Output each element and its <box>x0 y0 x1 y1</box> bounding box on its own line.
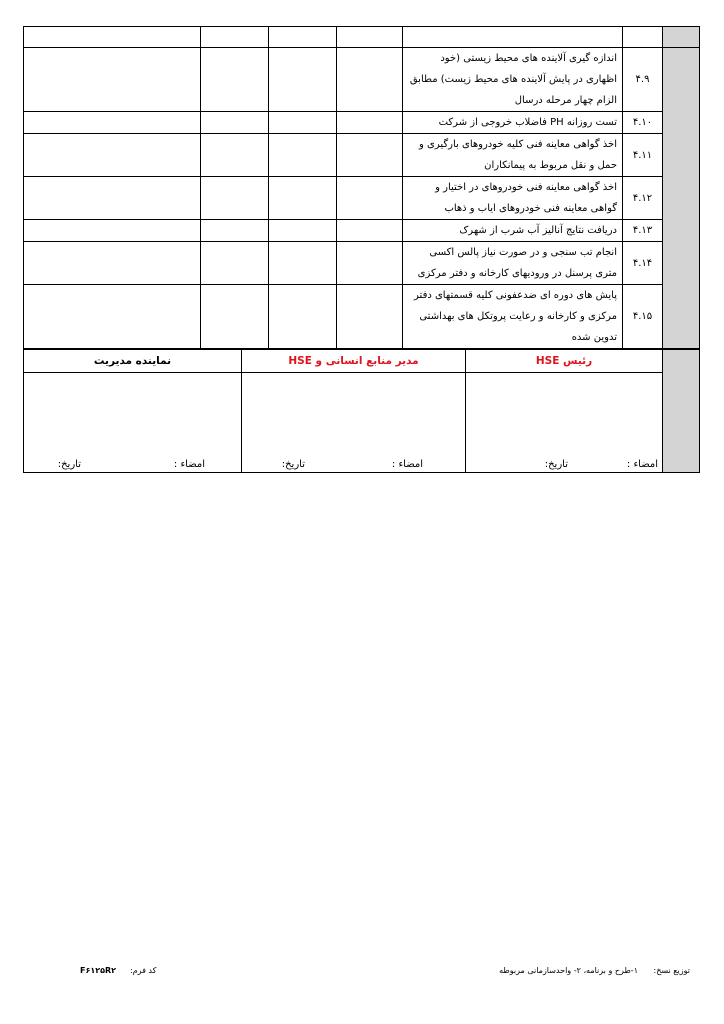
row-description <box>403 27 623 48</box>
signature-box-hse-head <box>466 373 663 473</box>
table-row <box>24 177 700 220</box>
side-margin <box>663 27 700 48</box>
row-number: ۴.۹ <box>623 48 663 112</box>
empty-cell <box>24 242 201 285</box>
side-margin <box>663 48 700 349</box>
row-number: ۴.۱۲ <box>623 177 663 220</box>
signature-box-management-rep <box>24 373 242 473</box>
date-label: تاریخ: <box>57 459 81 470</box>
row-description: اخذ گواهی معاینه فنی کلیه خودروهای بارگیری و حمل و نقل مربوط به پیمانکاران <box>403 134 623 177</box>
empty-cell <box>269 134 337 177</box>
empty-cell <box>269 177 337 220</box>
row-number: ۴.۱۱ <box>623 134 663 177</box>
empty-cell <box>201 285 269 349</box>
row-number: ۴.۱۳ <box>623 220 663 242</box>
empty-cell <box>269 220 337 242</box>
sign-label: امضاء : <box>391 459 423 470</box>
empty-cell <box>201 112 269 134</box>
table-row <box>24 48 700 112</box>
empty-cell <box>269 48 337 112</box>
row-description: اندازه گیری آلاینده های محیط زیستی (خود اظهاری در پایش آلاینده های محیط زیست) مطابق الزام چهار مرحله درسال <box>403 48 623 112</box>
empty-cell <box>337 48 403 112</box>
row-description: اخذ گواهی معاینه فنی خودروهای در اختیار و گواهی معاینه فنی خودروهای ایاب و ذهاب <box>403 177 623 220</box>
signature-table <box>23 349 700 473</box>
empty-cell <box>337 177 403 220</box>
table-row <box>24 242 700 285</box>
date-label: تاریخ: <box>544 459 568 470</box>
empty-cell <box>337 242 403 285</box>
sign-label: امضاء : <box>626 459 658 470</box>
empty-cell <box>337 112 403 134</box>
empty-cell <box>201 48 269 112</box>
row-description: تست روزانه PH فاضلاب خروجی از شرکت <box>403 112 623 134</box>
distribution-label: توزیع نسخ: <box>653 966 690 975</box>
empty-cell <box>269 242 337 285</box>
page-footer <box>60 966 690 980</box>
distribution-text: ۱-طرح و برنامه، ۲- واحدسازمانی مربوطه <box>499 966 638 975</box>
row-number: ۴.۱۰ <box>623 112 663 134</box>
form-code-label: کد فرم: <box>130 966 157 975</box>
date-label: تاریخ: <box>281 459 305 470</box>
table-row <box>24 220 700 242</box>
row-description: پایش های دوره ای ضدعفونی کلیه قسمتهای دفتر مرکزی و کارخانه و رعایت پروتکل های بهداشتی تدوین شده <box>403 285 623 349</box>
empty-cell <box>24 220 201 242</box>
empty-cell <box>269 285 337 349</box>
empty-cell <box>201 177 269 220</box>
signature-body-row <box>24 373 700 473</box>
empty-cell <box>24 177 201 220</box>
empty-cell <box>337 27 403 48</box>
empty-cell <box>337 220 403 242</box>
row-number: ۴.۱۵ <box>623 285 663 349</box>
side-margin <box>663 350 700 473</box>
sign-label: امضاء : <box>173 459 205 470</box>
empty-cell <box>24 285 201 349</box>
empty-cell <box>201 220 269 242</box>
checklist-table <box>23 26 700 349</box>
table-row <box>24 27 700 48</box>
empty-cell <box>24 48 201 112</box>
signature-box-hr-manager <box>242 373 466 473</box>
form-code: F۶۱۲۵R۲ <box>80 966 117 975</box>
row-number <box>623 27 663 48</box>
row-description: دریافت نتایج آنالیز آب شرب از شهرک <box>403 220 623 242</box>
signature-title-hr-manager: مدیر منابع انسانی و HSE <box>242 350 466 373</box>
empty-cell <box>201 27 269 48</box>
table-row <box>24 112 700 134</box>
document-page <box>24 26 700 473</box>
row-number: ۴.۱۴ <box>623 242 663 285</box>
empty-cell <box>269 27 337 48</box>
empty-cell <box>24 27 201 48</box>
empty-cell <box>269 112 337 134</box>
table-row <box>24 285 700 349</box>
empty-cell <box>201 134 269 177</box>
empty-cell <box>24 134 201 177</box>
row-description: انجام تب سنجی و در صورت نیاز پالس اکسی متری پرسنل در ورودیهای کارخانه و دفتر مرکزی <box>403 242 623 285</box>
signature-title-hse-head: رئیس HSE <box>466 350 663 373</box>
empty-cell <box>201 242 269 285</box>
table-row <box>24 134 700 177</box>
empty-cell <box>337 285 403 349</box>
signature-title-management-rep: نماینده مدیریت <box>24 350 242 373</box>
empty-cell <box>24 112 201 134</box>
empty-cell <box>337 134 403 177</box>
signature-header-row <box>24 350 700 373</box>
